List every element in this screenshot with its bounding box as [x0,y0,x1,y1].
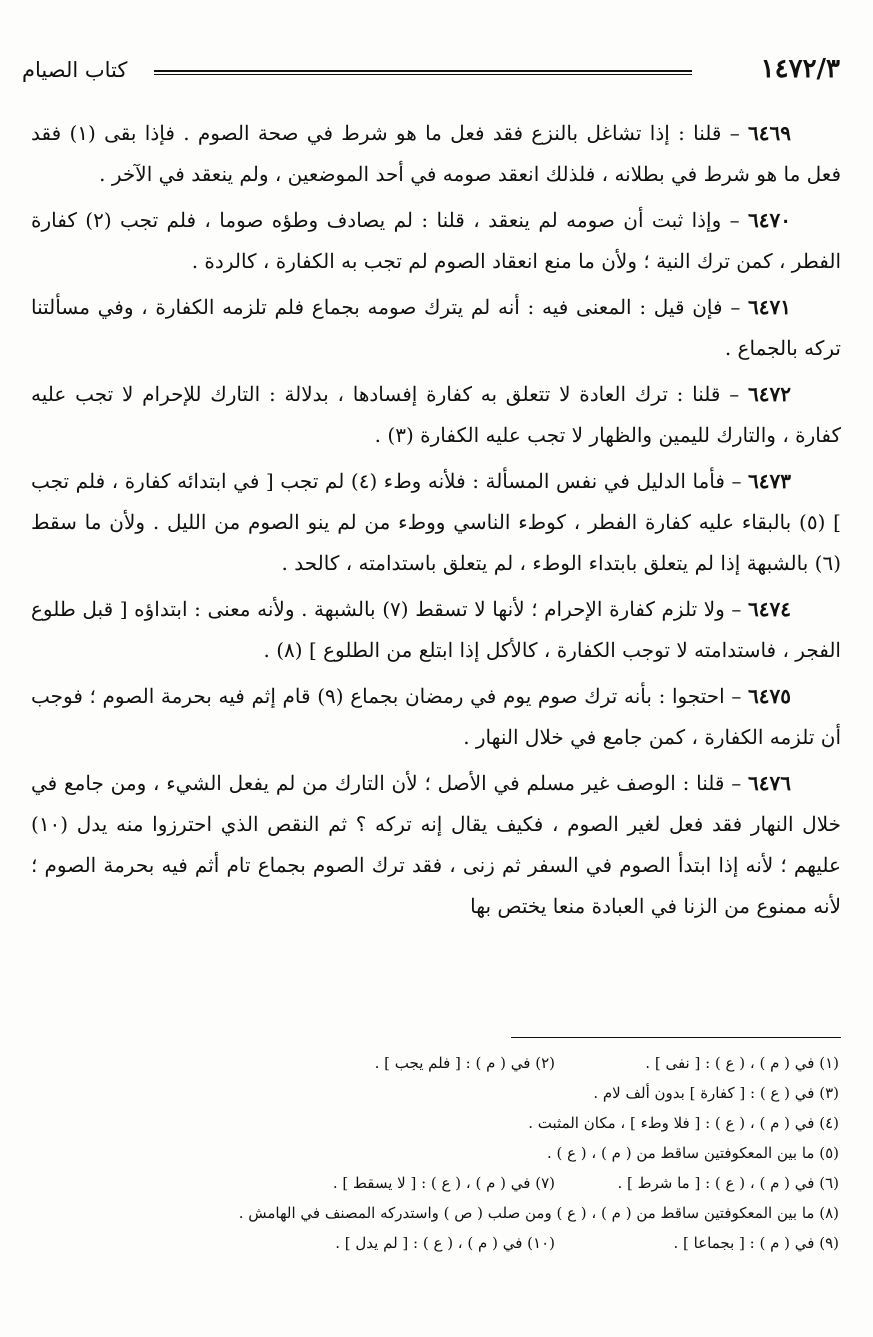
footnote: (٥) ما بين المعكوفتين ساقط من ( م ) ، ( ع ) . [546,1144,839,1162]
paragraph-text: فأما الدليل في نفس المسألة : فلأنه وطء (٤) لم تجب [ في ابتدائه كفارة ، فلم تجب ] (٥) بالبقاء عليه كفارة الفطر ، كوطء الناسي ووطء من لم ينو الصوم من الليل . ولأن ما سقط (٦) بالشبهة إذا لم يتعلق بابتداء الوطء ، لم يتعلق باستدامته ، كالحد . [31,469,841,575]
page-number: ١٤٧٢/٣ [760,54,840,84]
footnote: (٢) في ( م ) : [ فلم يجب ] . [374,1054,555,1072]
footnote-row [31,1078,839,1108]
footnote-row [31,1048,839,1078]
footnote: (١٠) في ( م ) ، ( ع ) : [ لم يدل ] . [335,1234,555,1252]
paragraph-number: ٦٤٧٤ [748,597,792,621]
footnotes [31,1048,839,1258]
paragraph-text: فإن قيل : المعنى فيه : أنه لم يترك صومه بجماع فلم تلزمه الكفارة ، وفي مسألتنا تركه بالجماع . [31,295,841,360]
footnote: (٨) ما بين المعكوفتين ساقط من ( م ) ، ( ع ) ومن صلب ( ص ) واستدركه المصنف في الهامش . [238,1204,839,1222]
footnote: (٩) في ( م ) : [ بجماعا ] . [673,1234,839,1252]
paragraph: ٦٤٧٤ – ولا تلزم كفارة الإحرام ؛ لأنها لا تسقط (٧) بالشبهة . ولأنه معنى : ابتداؤه [ قبل طلوع الفجر ، فاستدامته لا توجب الكفارة ، كالأكل إذا ابتلع من الطلوع ] (٨) . [31,597,841,662]
paragraph-text: قلنا : الوصف غير مسلم في الأصل ؛ لأن التارك من لم يفعل الشيء ، ومن جامع في خلال النهار فقد فعل لغير الصوم ، فكيف يقال إنه تركه ؟ ثم النقص الذي احترزوا منه يدل (١٠) عليهم ؛ لأنه إذا ابتدأ الصوم في السفر ثم زنى ، فقد ترك الصوم بجماع تام أثم فيه بحرمة الصوم ؛ لأنه ممنوع من الزنا في العبادة منعا يختص بها [31,771,841,918]
paragraph-number: ٦٤٧٥ [748,684,791,708]
paragraph: ٦٤٧٣ – فأما الدليل في نفس المسألة : فلأنه وطء (٤) لم تجب [ في ابتدائه كفارة ، فلم تجب ] (٥) بالبقاء عليه كفارة الفطر ، كوطء الناسي ووطء من لم ينو الصوم من الليل . ولأن ما سقط (٦) بالشبهة إذا لم يتعلق بابتداء الوطء ، لم يتعلق باستدامته ، كالحد . [31,469,841,575]
header-rule [154,70,692,75]
paragraph-number: ٦٤٦٩ [748,121,792,145]
page-header [22,52,840,92]
main-text [31,113,841,932]
footnote-row [31,1228,839,1258]
footnote: (٤) في ( م ) ، ( ع ) : [ فلا وطء ] ، مكان المثبت . [528,1114,839,1132]
paragraph-text: احتجوا : بأنه ترك صوم يوم في رمضان بجماع (٩) قام إثم فيه بحرمة الصوم ؛ فوجب أن تلزمه الكفارة ، كمن جامع في خلال النهار . [31,684,841,749]
footnote-separator [511,1037,841,1038]
paragraph-text: قلنا : ترك العادة لا تتعلق به كفارة إفسادها ، بدلالة : التارك للإحرام لا تجب عليه كفارة ، والتارك لليمين والظهار لا تجب عليه الكفارة (٣) . [31,382,841,447]
paragraph-number: ٦٤٧٣ [748,469,791,493]
paragraph-text: قلنا : إذا تشاغل بالنزع فقد فعل ما هو شرط في صحة الصوم . فإذا بقى (١) فقد فعل ما هو شرط في بطلانه ، فلذلك انعقد صومه في أحد الموضعين ، ولم ينعقد في الآخر . [31,121,841,186]
footnote-row [31,1138,839,1168]
footnote: (١) في ( م ) ، ( ع ) : [ نفى ] . [645,1054,839,1072]
paragraph-number: ٦٤٧٠ [748,208,792,232]
paragraph: ٦٤٧٢ – قلنا : ترك العادة لا تتعلق به كفارة إفسادها ، بدلالة : التارك للإحرام لا تجب عليه كفارة ، والتارك لليمين والظهار لا تجب عليه الكفارة (٣) . [31,382,841,447]
paragraph: ٦٤٧١ – فإن قيل : المعنى فيه : أنه لم يترك صومه بجماع فلم تلزمه الكفارة ، وفي مسألتنا تركه بالجماع . [31,295,841,360]
book-title: كتاب الصيام [22,58,128,82]
paragraph-number: ٦٤٧٢ [748,382,792,406]
paragraph-number: ٦٤٧٦ [748,771,791,795]
paragraph-text: ولا تلزم كفارة الإحرام ؛ لأنها لا تسقط (٧) بالشبهة . ولأنه معنى : ابتداؤه [ قبل طلوع الفجر ، فاستدامته لا توجب الكفارة ، كالأكل إذا ابتلع من الطلوع ] (٨) . [31,597,841,662]
footnote: (٦) في ( م ) ، ( ع ) : [ ما شرط ] . [617,1174,839,1192]
paragraph: ٦٤٧٦ – قلنا : الوصف غير مسلم في الأصل ؛ لأن التارك من لم يفعل الشيء ، ومن جامع في خلال النهار فقد فعل لغير الصوم ، فكيف يقال إنه تركه ؟ ثم النقص الذي احترزوا منه يدل (١٠) عليهم ؛ لأنه إذا ابتدأ الصوم في السفر ثم زنى ، فقد ترك الصوم بجماع تام أثم فيه بحرمة الصوم ؛ لأنه ممنوع من الزنا في العبادة منعا يختص بها [31,771,841,918]
footnote: (٣) في ( ع ) : [ كفارة ] بدون ألف لام . [593,1084,839,1102]
footnote: (٧) في ( م ) ، ( ع ) : [ لا يسقط ] . [332,1174,555,1192]
paragraph: ٦٤٦٩ – قلنا : إذا تشاغل بالنزع فقد فعل ما هو شرط في صحة الصوم . فإذا بقى (١) فقد فعل ما هو شرط في بطلانه ، فلذلك انعقد صومه في أحد الموضعين ، ولم ينعقد في الآخر . [31,121,841,186]
paragraph-text: وإذا ثبت أن صومه لم ينعقد ، قلنا : لم يصادف وطؤه صوما ، فلم تجب (٢) كفارة الفطر ، كمن ترك النية ؛ ولأن ما منع انعقاد الصوم لم تجب به الكفارة ، كالردة . [31,208,841,273]
paragraph: ٦٤٧٠ – وإذا ثبت أن صومه لم ينعقد ، قلنا : لم يصادف وطؤه صوما ، فلم تجب (٢) كفارة الفطر ، كمن ترك النية ؛ ولأن ما منع انعقاد الصوم لم تجب به الكفارة ، كالردة . [31,208,841,273]
footnote-row [31,1108,839,1138]
footnote-row [31,1198,839,1228]
paragraph: ٦٤٧٥ – احتجوا : بأنه ترك صوم يوم في رمضان بجماع (٩) قام إثم فيه بحرمة الصوم ؛ فوجب أن تلزمه الكفارة ، كمن جامع في خلال النهار . [31,684,841,749]
footnote-row [31,1168,839,1198]
paragraph-number: ٦٤٧١ [748,295,792,319]
